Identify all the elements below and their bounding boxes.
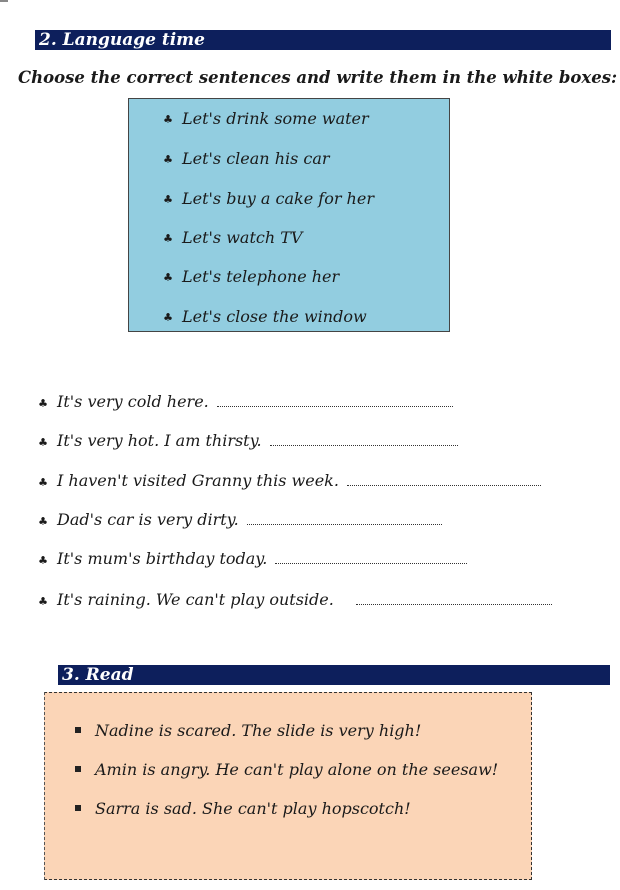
exercise-prompt: It's raining. We can't play outside. [57,590,334,609]
read-item-text: Nadine is scared. The slide is very high! [95,721,422,740]
club-icon: ♣ [38,476,48,489]
club-icon: ♣ [163,271,173,284]
read-item [75,721,421,740]
read-item-text: Amin is angry. He can't play alone on the seesaw! [95,760,499,779]
read-box [44,692,532,880]
exercise-row [36,431,458,450]
word-bank-option [161,189,374,208]
option-text: Let's buy a cake for her [182,189,374,208]
word-bank-option [161,149,330,168]
exercise-prompt: It's very hot. I am thirsty. [57,431,262,450]
section-2-instruction: Choose the correct sentences and write them in the white boxes: [18,68,618,87]
club-icon: ♣ [163,193,173,206]
option-text: Let's telephone her [182,267,340,286]
word-bank-option [161,267,339,286]
read-item [75,799,411,818]
club-icon: ♣ [163,311,173,324]
option-text: Let's clean his car [182,149,330,168]
exercise-prompt: I haven't visited Granny this week. [57,471,339,490]
club-icon: ♣ [163,153,173,166]
word-bank-option [161,228,302,247]
read-item [75,760,498,779]
section-3-header: 3. Read [58,665,610,685]
club-icon: ♣ [38,554,48,567]
option-text: Let's watch TV [182,228,303,247]
answer-line[interactable] [270,444,458,446]
answer-line[interactable] [217,405,453,407]
club-icon: ♣ [38,436,48,449]
option-text: Let's close the window [182,307,367,326]
exercise-row [36,549,467,568]
word-bank-box [128,98,450,332]
read-item-text: Sarra is sad. She can't play hopscotch! [95,799,411,818]
club-icon: ♣ [38,595,48,608]
option-text: Let's drink some water [182,109,369,128]
exercise-row [36,510,442,529]
word-bank-option [161,109,369,128]
square-bullet-icon [75,805,81,811]
answer-line[interactable] [356,603,552,605]
exercise-row [36,471,541,490]
club-icon: ♣ [163,113,173,126]
section-2-header: 2. Language time [35,30,611,50]
answer-line[interactable] [347,484,541,486]
club-icon: ♣ [38,515,48,528]
exercise-prompt: It's very cold here. [57,392,209,411]
answer-line[interactable] [247,523,442,525]
answer-line[interactable] [275,562,467,564]
club-icon: ♣ [38,397,48,410]
word-bank-option [161,307,367,326]
square-bullet-icon [75,766,81,772]
exercise-prompt: It's mum's birthday today. [57,549,268,568]
exercise-row [36,392,453,411]
exercise-prompt: Dad's car is very dirty. [57,510,239,529]
corner-mark [0,0,8,2]
square-bullet-icon [75,727,81,733]
club-icon: ♣ [163,232,173,245]
exercise-row [36,590,552,609]
